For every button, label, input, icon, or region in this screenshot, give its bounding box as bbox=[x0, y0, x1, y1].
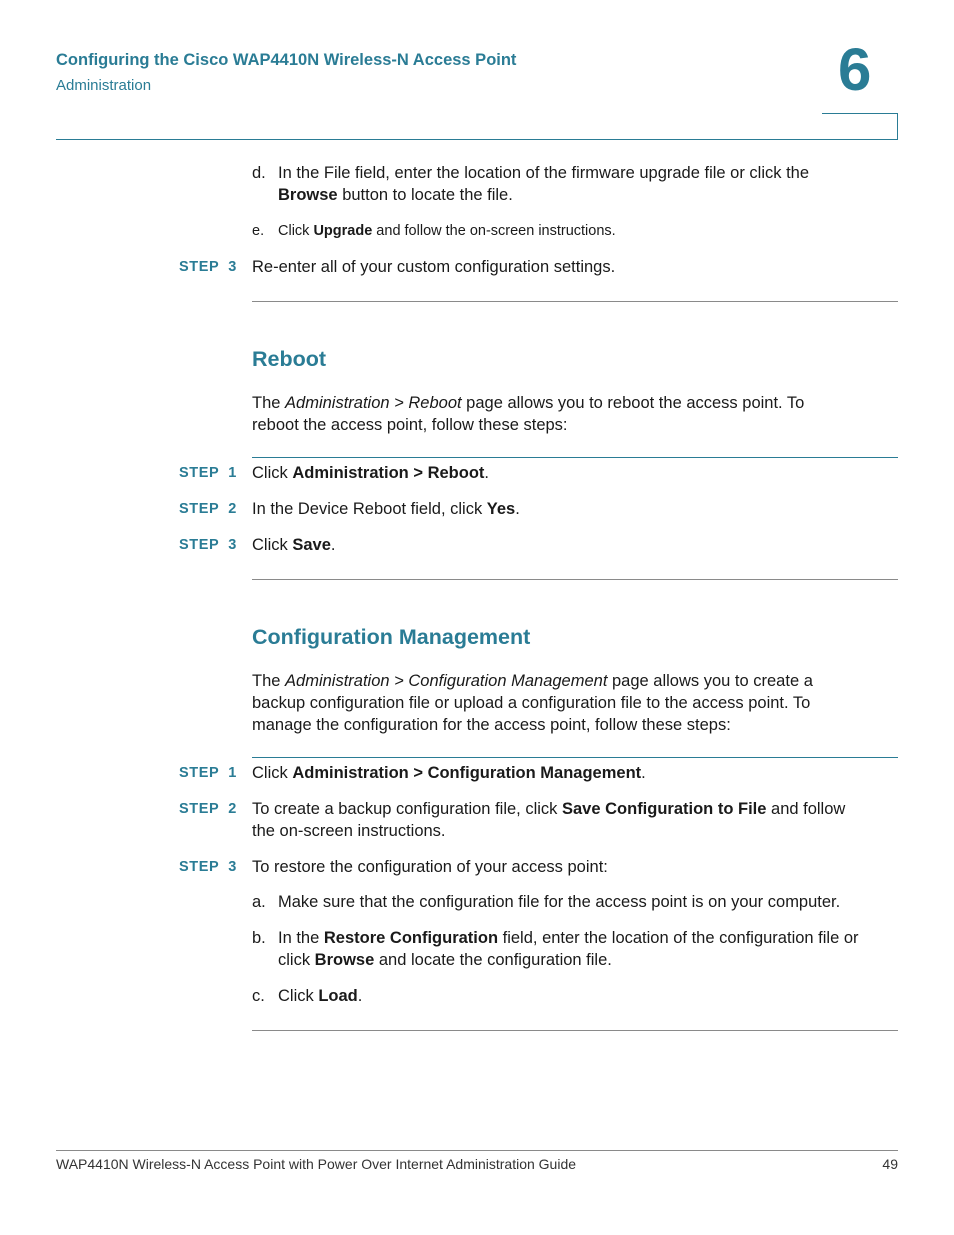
sub-b-post: field, enter the location of the configuration file or bbox=[498, 929, 859, 947]
sub-c-pre: Click bbox=[278, 987, 319, 1005]
item-d-line1: In the File field, enter the location of the firmware upgrade file or click the bbox=[278, 164, 810, 182]
step-pre: To create a backup configuration file, click bbox=[252, 800, 562, 818]
chapter-tab-side bbox=[897, 113, 898, 139]
steps-rule bbox=[252, 757, 898, 758]
step-bold: Administration > Configuration Management bbox=[292, 764, 642, 782]
footer-rule bbox=[56, 1150, 898, 1151]
section-divider bbox=[252, 1030, 898, 1031]
intro-italic: Administration > Configuration Management bbox=[285, 672, 608, 690]
step-post: and follow bbox=[766, 800, 846, 818]
intro-rest: page allows you to reboot the access point. To bbox=[461, 394, 805, 412]
step-number: 3 bbox=[228, 259, 237, 275]
sub-b-line2-post: and locate the configuration file. bbox=[374, 951, 612, 969]
step-text-line2: the on-screen instructions. bbox=[252, 822, 446, 840]
step-word: STEP bbox=[179, 765, 220, 781]
step-pre: In the Device Reboot field, click bbox=[252, 500, 487, 518]
steps-rule bbox=[252, 457, 898, 458]
step-text bbox=[252, 798, 845, 820]
item-d-line2-rest: button to locate the file. bbox=[337, 186, 513, 204]
step-text bbox=[252, 534, 335, 556]
step-text: To restore the configuration of your access point: bbox=[252, 858, 608, 876]
chapter-number: 6 bbox=[838, 36, 872, 103]
step-post: . bbox=[484, 464, 489, 482]
step-label bbox=[179, 534, 237, 556]
step-pre: Click bbox=[252, 764, 293, 782]
step-word: STEP bbox=[179, 801, 220, 817]
sub-b-line2 bbox=[278, 949, 612, 971]
step-post: . bbox=[330, 536, 336, 554]
sub-b-line1 bbox=[278, 927, 859, 949]
step-pre: Click bbox=[252, 464, 293, 482]
step-pre: Click bbox=[252, 536, 293, 554]
step-number: 2 bbox=[228, 501, 237, 517]
config-intro-line2: backup configuration file or upload a configuration file to the access point. To bbox=[252, 694, 811, 712]
list-marker-e: e. bbox=[252, 223, 265, 239]
intro-rest: page allows you to create a bbox=[607, 672, 813, 690]
step-bold: Yes bbox=[486, 500, 516, 518]
list-marker-c: c. bbox=[252, 987, 265, 1005]
running-header-title: Configuring the Cisco WAP4410N Wireless-N Access Point bbox=[56, 51, 517, 69]
config-intro-line3: manage the configuration for the access point, follow these steps: bbox=[252, 716, 731, 734]
bold-restore-configuration: Restore Configuration bbox=[323, 929, 499, 947]
step-number: 1 bbox=[228, 765, 237, 781]
step-word: STEP bbox=[179, 501, 220, 517]
bold-upgrade: Upgrade bbox=[313, 223, 373, 239]
step-text bbox=[252, 762, 646, 784]
page-number: 49 bbox=[882, 1156, 898, 1172]
item-e-pre: Click bbox=[278, 223, 314, 239]
step-label bbox=[179, 462, 237, 484]
sub-c-text bbox=[278, 985, 362, 1007]
bold-load: Load bbox=[318, 987, 358, 1005]
step-word: STEP bbox=[179, 259, 220, 275]
bold-browse: Browse bbox=[314, 951, 375, 969]
step-word: STEP bbox=[179, 465, 220, 481]
sub-b-line2-pre: click bbox=[278, 951, 315, 969]
step-label bbox=[179, 498, 237, 520]
intro-pre: The bbox=[252, 672, 286, 690]
step-post: . bbox=[641, 764, 646, 782]
step-text: Re-enter all of your custom configuration settings. bbox=[252, 258, 616, 276]
header-rule bbox=[56, 139, 898, 140]
intro-italic: Administration > Reboot bbox=[285, 394, 462, 412]
step-label bbox=[179, 256, 237, 278]
section-divider bbox=[252, 579, 898, 580]
item-d-line2 bbox=[278, 184, 513, 206]
step-number: 1 bbox=[228, 465, 237, 481]
intro-pre: The bbox=[252, 394, 286, 412]
section-heading-config: Configuration Management bbox=[252, 625, 531, 649]
step-number: 3 bbox=[228, 537, 237, 553]
config-intro-line1 bbox=[252, 670, 813, 692]
step-number: 2 bbox=[228, 801, 237, 817]
item-e-text bbox=[278, 220, 616, 242]
section-divider bbox=[252, 301, 898, 302]
step-word: STEP bbox=[179, 859, 220, 875]
running-header-section: Administration bbox=[56, 77, 152, 94]
step-post: . bbox=[515, 500, 520, 518]
sub-c-post: . bbox=[357, 987, 363, 1005]
list-marker-a: a. bbox=[252, 893, 266, 911]
list-marker-d: d. bbox=[252, 164, 266, 182]
step-text bbox=[252, 498, 520, 520]
footer-guide-title: WAP4410N Wireless-N Access Point with Power Over Internet Administration Guide bbox=[56, 1156, 577, 1172]
step-text bbox=[252, 462, 489, 484]
sub-a-text: Make sure that the configuration file for the access point is on your computer. bbox=[278, 893, 841, 911]
step-word: STEP bbox=[179, 537, 220, 553]
step-bold: Save bbox=[292, 536, 331, 554]
step-number: 3 bbox=[228, 859, 237, 875]
step-label bbox=[179, 762, 237, 784]
reboot-intro-line1 bbox=[252, 392, 804, 414]
step-bold: Save Configuration to File bbox=[562, 800, 767, 818]
sub-b-pre: In the bbox=[278, 929, 324, 947]
step-bold: Administration > Reboot bbox=[292, 464, 485, 482]
reboot-intro-line2: reboot the access point, follow these steps: bbox=[252, 416, 568, 434]
section-heading-reboot: Reboot bbox=[252, 347, 327, 371]
chapter-tab-top bbox=[822, 113, 898, 114]
step-label bbox=[179, 856, 237, 878]
bold-browse: Browse bbox=[278, 186, 338, 204]
list-marker-b: b. bbox=[252, 929, 266, 947]
item-e-post: and follow the on-screen instructions. bbox=[372, 223, 616, 239]
step-label bbox=[179, 798, 237, 820]
